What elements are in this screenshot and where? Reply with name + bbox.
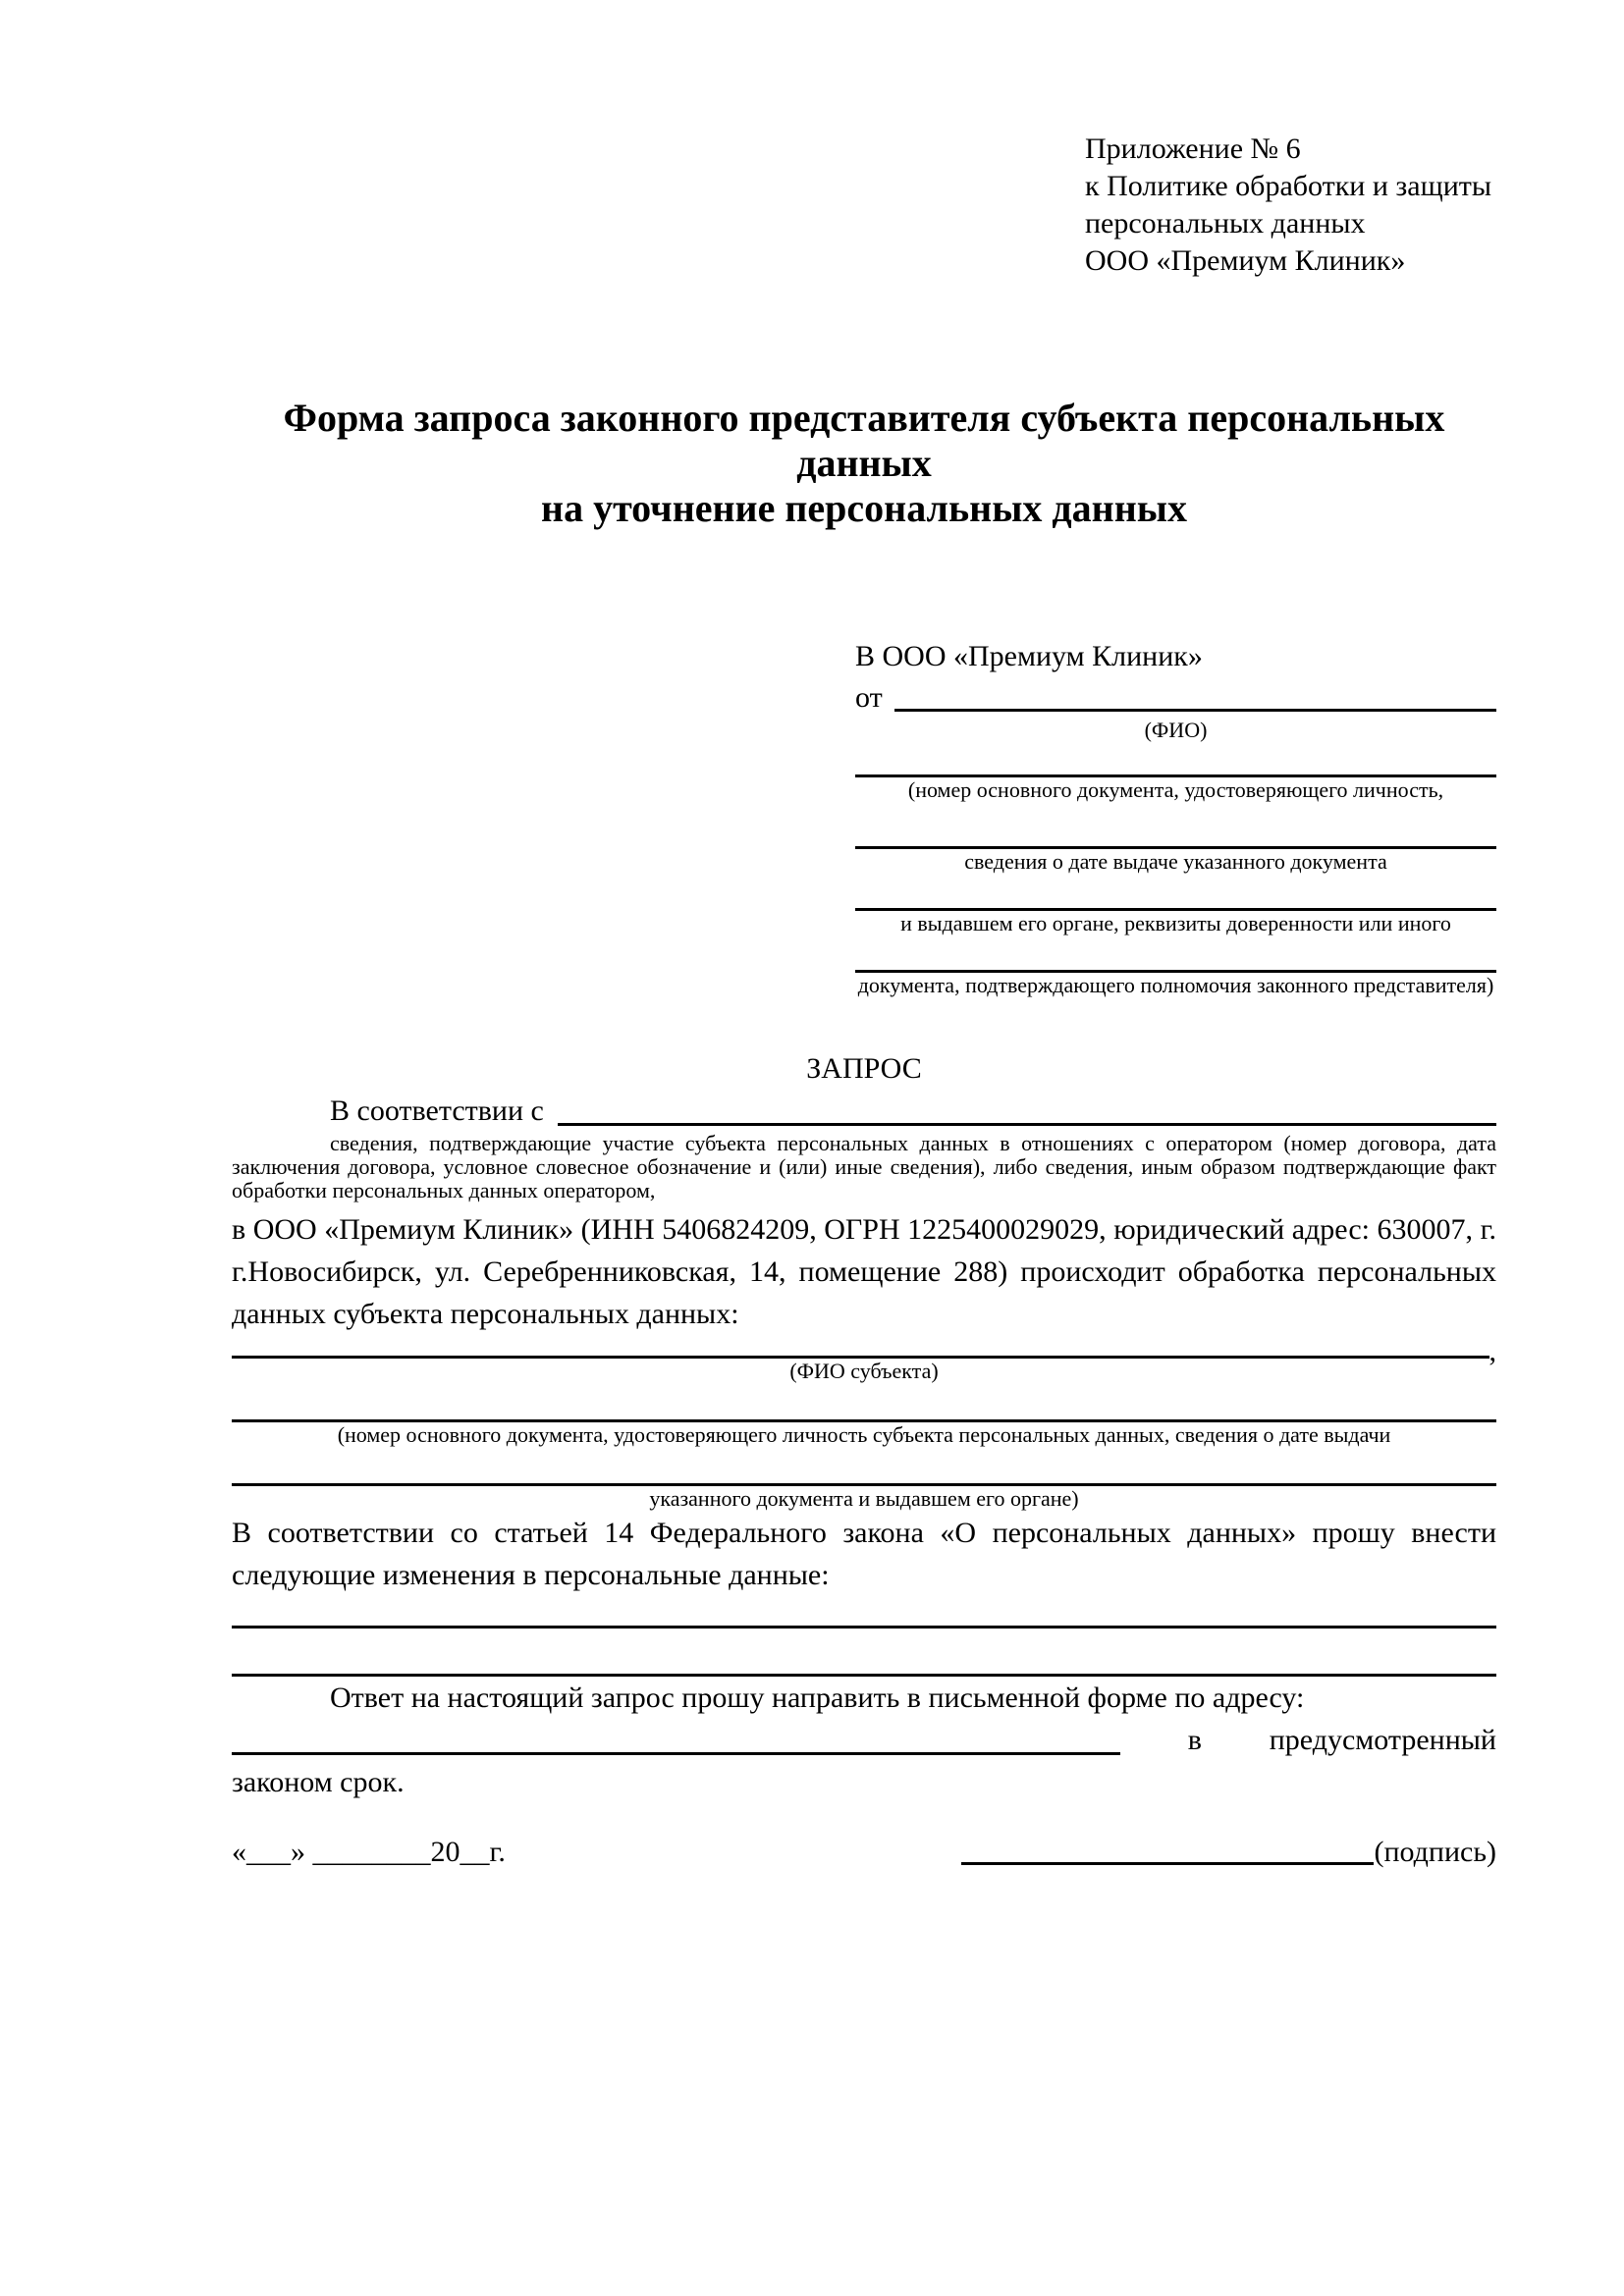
document-number-blank-line (855, 743, 1496, 777)
issuing-authority-caption: и выдавшем его органе, реквизиты доверенности или иного (900, 911, 1451, 935)
reply-line3: законом срок. (232, 1766, 405, 1798)
subject-fio-row (232, 1335, 1496, 1367)
from-row (855, 678, 1496, 718)
subject-document-blank-line (232, 1384, 1496, 1422)
addressee-organization: В ООО «Премиум Клиник» (855, 640, 1203, 672)
signature-caption: (подпись) (1374, 1836, 1496, 1868)
subject-document-caption2: указанного документа и выдавшем его органе) (649, 1486, 1079, 1511)
issuing-authority-blank-line (855, 875, 1496, 911)
reply-word: в (1187, 1724, 1202, 1756)
subject-document-blank-line2 (232, 1448, 1496, 1486)
amendment-paragraph: В соответствии со статьей 14 Федерального закона «О персональных данных» прошу внести следующие изменения в персональные данные: (232, 1517, 1496, 1591)
basis-blank-line (558, 1123, 1496, 1126)
authority-document-caption: документа, подтверждающего полномочия законного представителя) (857, 973, 1494, 997)
subject-document-caption: (номер основного документа, удостоверяющего личность субъекта персональных данных, сведения о дате выдачи (337, 1422, 1391, 1447)
signature-block (961, 1833, 1496, 1872)
subject-fio-caption: (ФИО субъекта) (789, 1359, 939, 1383)
appendix-line: Приложение № 6 (1085, 133, 1301, 165)
document-number-caption: (номер основного документа, удостоверяющего личность, (907, 777, 1444, 802)
trailing-comma: , (1489, 1335, 1496, 1367)
addressee-block (855, 635, 1496, 998)
changes-blank-line-2 (232, 1629, 1496, 1677)
changes-blank-line-1 (232, 1596, 1496, 1629)
fio-blank-line (894, 709, 1496, 712)
form-title-line: на уточнение персональных данных (541, 486, 1187, 530)
reply-address-row (232, 1719, 1496, 1761)
date-blank: «___» ________20__г. (232, 1836, 506, 1868)
from-label: от (855, 681, 883, 714)
fio-caption: (ФИО) (1144, 718, 1208, 742)
operator-paragraph: в ООО «Премиум Клиник» (ИНН 5406824209, ОГРН 1225400029029, юридический адрес: 630007, г. г.Новосибирск, ул. Серебренниковская, 14, помещение 288) происходит обработка персональных данных субъекта персональных данных: (232, 1213, 1496, 1330)
request-heading: ЗАПРОС (806, 1052, 922, 1085)
appendix-block (1085, 131, 1496, 280)
issue-date-blank-line (855, 803, 1496, 849)
signature-blank-line (961, 1862, 1374, 1865)
footer-row (232, 1833, 1496, 1872)
reply-word: предусмотренный (1269, 1724, 1496, 1756)
form-title-line: Форма запроса законного представителя субъекта персональных данных (283, 396, 1445, 485)
issue-date-caption: сведения о дате выдаче указанного документа (964, 849, 1387, 874)
appendix-line: ООО «Премиум Клиник» (1085, 244, 1406, 277)
basis-label: В соответствии с (330, 1095, 544, 1127)
reply-address-blank-line (232, 1752, 1120, 1755)
appendix-line: персональных данных (1085, 207, 1366, 240)
form-title (232, 396, 1496, 531)
reply-line1: Ответ на настоящий запрос прошу направить в письменной форме по адресу: (330, 1682, 1305, 1714)
basis-caption: сведения, подтверждающие участие субъекта персональных данных в отношениях с оператором (номер договора, дата заключения договора, условное словесное обозначение и (или) иные сведения), либо сведения, иным образом подтверждающие факт обработки персональных данных оператором, (232, 1131, 1496, 1202)
authority-document-blank-line (855, 936, 1496, 973)
appendix-line: к Политике обработки и защиты (1085, 170, 1492, 202)
basis-row (232, 1090, 1496, 1132)
